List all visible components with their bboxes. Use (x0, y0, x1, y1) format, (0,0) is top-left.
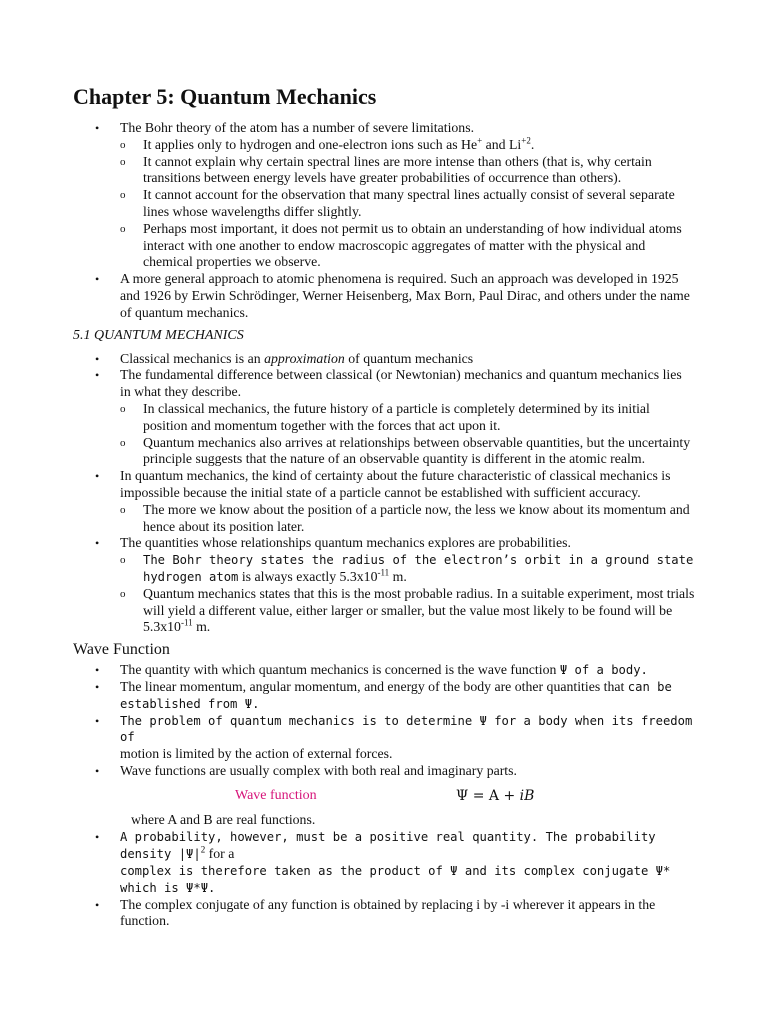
list-item (73, 829, 695, 896)
intro-bullet-2: A more general approach to atomic phenomena is required. Such an approach was developed in 1925 and 1926 by Erwin Schrödinger, Werner Heisenberg, Max Born, Paul Dirac, and others under the name of quantum mechanics. (120, 271, 690, 320)
s51-bullet-2: The fundamental difference between classical (or Newtonian) mechanics and quantum mechanics lies in what they describe. (120, 367, 682, 400)
list-item (73, 271, 695, 321)
list-item (73, 679, 695, 713)
wf-bullet-2-b: can be established from Ψ. (120, 679, 672, 711)
intro-sub-1-text: It applies only to hydrogen and one-electron ions such as He (143, 136, 478, 152)
superscript: -11 (180, 617, 193, 628)
s51-sublist-3 (120, 502, 695, 536)
list-item (120, 586, 695, 636)
wave-function-list (73, 662, 695, 780)
list-item (120, 435, 695, 469)
superscript: -11 (377, 567, 390, 578)
wf-bullet-5-a: A probability, however, must be a positive real quantity. The probability density |Ψ| (120, 830, 656, 862)
chapter-title: Chapter 5: Quantum Mechanics (73, 84, 377, 109)
wf-bullet-2-a: The linear momentum, angular momentum, and energy of the body are other quantities that (120, 678, 628, 694)
wf-bullet-1-b: Ψ of a body. (559, 663, 648, 678)
s51-sub-4-1-a: The Bohr theory states the radius of the electron’s orbit in a ground state hydrogen atom (143, 553, 694, 584)
intro-sublist (120, 137, 695, 271)
section-heading: 5.1 QUANTUM MECHANICS (73, 327, 244, 343)
superscript: +2 (521, 135, 531, 146)
list-item (73, 120, 695, 271)
list-item (73, 713, 695, 763)
wave-function-heading: Wave Function (73, 641, 170, 659)
formula-label: Wave function (235, 787, 317, 803)
list-item (120, 221, 695, 271)
s51-sub-3-1: The more we know about the position of a particle now, the less we know about its momentum and hence about its position later. (143, 501, 690, 534)
s51-bullet-1-a: Classical mechanics is an (120, 350, 265, 366)
list-item (73, 763, 695, 780)
list-item (120, 502, 695, 536)
s51-sub-2-1: In classical mechanics, the future history of a particle is completely determined by its initial position and momentum together with the forces that act upon it. (143, 400, 650, 433)
emphasis-text: approximation (264, 350, 345, 366)
list-item (73, 662, 695, 679)
s51-sublist-2 (120, 401, 695, 468)
list-item (120, 552, 695, 586)
wf-bullet-4: Wave functions are usually complex with both real and imaginary parts. (120, 762, 517, 778)
list-item (120, 154, 695, 188)
intro-sub-2-text: It cannot explain why certain spectral lines are more intense than others (that is, why certain transitions between energy levels have greater probabilities of occurrence than others). (143, 153, 652, 186)
intro-list (73, 120, 695, 322)
list-item (120, 401, 695, 435)
list-item (73, 351, 695, 368)
list-item (120, 187, 695, 221)
intro-sub-3-text: It cannot account for the observation that many spectral lines actually consist of several separate lines whose wavelengths differ slightly. (143, 187, 675, 219)
formula-expr-b: iB (519, 787, 535, 804)
wf-bullet-5-b: for a (205, 846, 235, 862)
formula-note: where A and B are real functions. (131, 811, 316, 827)
wf-bullet-1-a: The quantity with which quantum mechanics is concerned is the wave function (120, 662, 560, 678)
intro-sub-1-text-c: . (530, 136, 535, 152)
wf-bullet-3-b: motion is limited by the action of external forces. (120, 746, 393, 762)
intro-sub-4-text: Perhaps most important, it does not permit us to obtain an understanding of how individual atoms interact with one another to endow macroscopic aggregates of matter with the physical and chemical properties we observe. (143, 220, 682, 270)
superscript: + (477, 135, 483, 146)
intro-bullet-1: The Bohr theory of the atom has a number of severe limitations. (120, 120, 475, 135)
list-item (73, 535, 695, 636)
superscript: 2 (200, 844, 206, 855)
wf-bullet-6: The complex conjugate of any function is obtained by replacing i by -i wherever it appears in the function. (120, 896, 656, 929)
s51-sub-4-2-b: m. (192, 619, 211, 635)
s51-bullet-4: The quantities whose relationships quantum mechanics explores are probabilities. (120, 535, 571, 551)
wf-bullet-5-c: complex is therefore taken as the product of Ψ and its complex conjugate Ψ* which is Ψ*Ψ. (120, 864, 671, 895)
formula-expression (456, 788, 534, 804)
page-content (73, 84, 695, 930)
formula-row (73, 786, 695, 808)
s51-sub-4-1-b: is always exactly 5.3x10 (238, 568, 378, 584)
list-item (73, 468, 695, 535)
s51-bullet-1-b: of quantum mechanics (344, 350, 474, 366)
s51-sublist-4 (120, 552, 695, 636)
s51-sub-2-2: Quantum mechanics also arrives at relationships between observable quantities, but the uncertainty principle suggests that the nature of an observable quantity is different in the atomic realm. (143, 434, 691, 467)
formula-expr-a: Ψ = A + (456, 787, 520, 804)
s51-sub-4-1-c: m. (389, 568, 407, 584)
list-item (120, 137, 695, 154)
s51-sub-4-2-a: Quantum mechanics states that this is the most probable radius. In a suitable experiment, most trials will yield a different value, either larger or smaller, but the value most likely to be found will be 5.3x10 (143, 585, 695, 635)
intro-sub-1-text-b: and Li (482, 136, 522, 152)
list-item (73, 367, 695, 468)
wave-function-list-2 (73, 829, 695, 930)
s51-bullet-3: In quantum mechanics, the kind of certainty about the future characteristic of classical mechanics is impossible because the initial state of a particle cannot be established with sufficient accuracy. (120, 468, 671, 500)
wf-bullet-3: The problem of quantum mechanics is to determine Ψ for a body when its freedom of (120, 713, 693, 745)
list-item (73, 897, 695, 931)
section-51-list (73, 351, 695, 637)
